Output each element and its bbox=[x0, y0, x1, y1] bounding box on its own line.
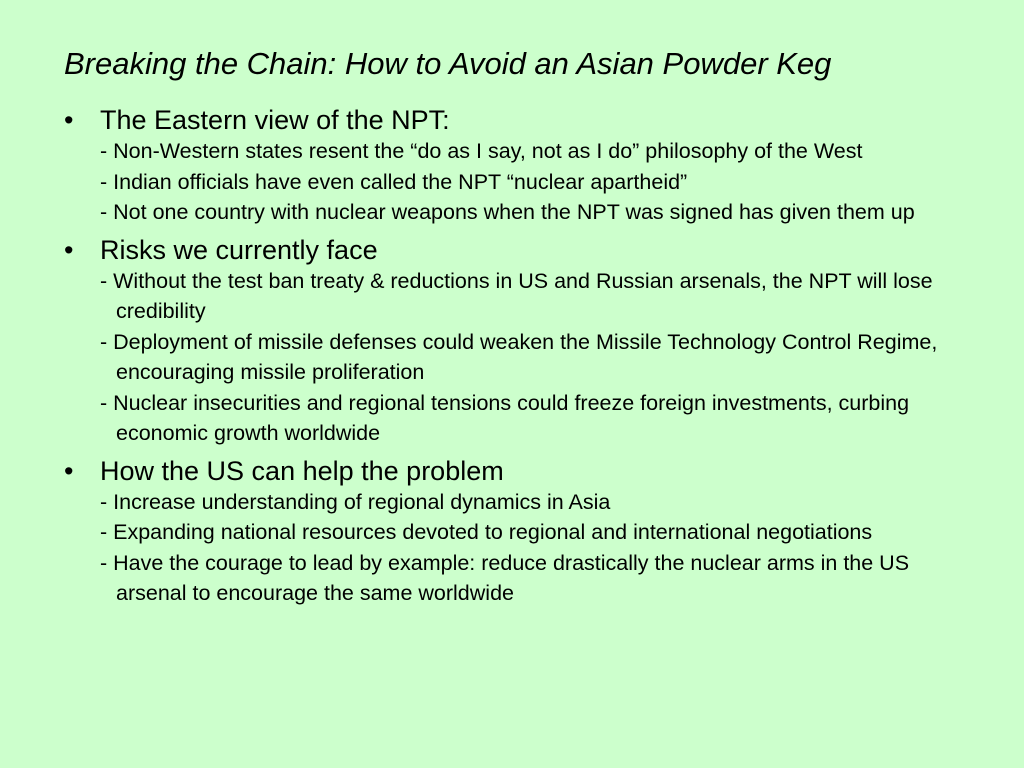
sub-item: - Non-Western states resent the “do as I say, not as I do” philosophy of the West bbox=[100, 139, 863, 163]
bullet-section-eastern-view bbox=[64, 104, 964, 228]
bullet-section-risks bbox=[64, 234, 964, 449]
sub-item: - Increase understanding of regional dynamics in Asia bbox=[100, 489, 611, 514]
bullet-point-icon: • bbox=[64, 455, 74, 486]
bullet-heading: Risks we currently face bbox=[100, 234, 378, 265]
sub-item: - Have the courage to lead by example: reduce drastically the nuclear arms in the US arsenal to encourage the same worldwide bbox=[100, 550, 910, 605]
bullet-heading: The Eastern view of the NPT: bbox=[100, 105, 450, 135]
sub-item: - Without the test ban treaty & reductions in US and Russian arsenals, the NPT will lose credibility bbox=[100, 268, 933, 323]
sub-item: - Expanding national resources devoted to regional and international negotiations bbox=[100, 520, 873, 544]
bullet-heading: How the US can help the problem bbox=[100, 455, 504, 486]
bullet-point-icon: • bbox=[64, 234, 74, 265]
sub-item: - Nuclear insecurities and regional tensions could freeze foreign investments, curbing economic growth worldwide bbox=[100, 390, 910, 445]
slide-title: Breaking the Chain: How to Avoid an Asian Powder Keg bbox=[64, 46, 832, 81]
sub-item: - Not one country with nuclear weapons when the NPT was signed has given them up bbox=[100, 200, 915, 224]
sub-item: - Indian officials have even called the NPT “nuclear apartheid” bbox=[100, 169, 688, 194]
sub-item: - Deployment of missile defenses could weaken the Missile Technology Control Regime, encouraging missile proliferation bbox=[100, 329, 938, 384]
bullet-section-us-help bbox=[64, 455, 964, 609]
bullet-list bbox=[64, 104, 964, 615]
bullet-point-icon: • bbox=[64, 105, 74, 135]
